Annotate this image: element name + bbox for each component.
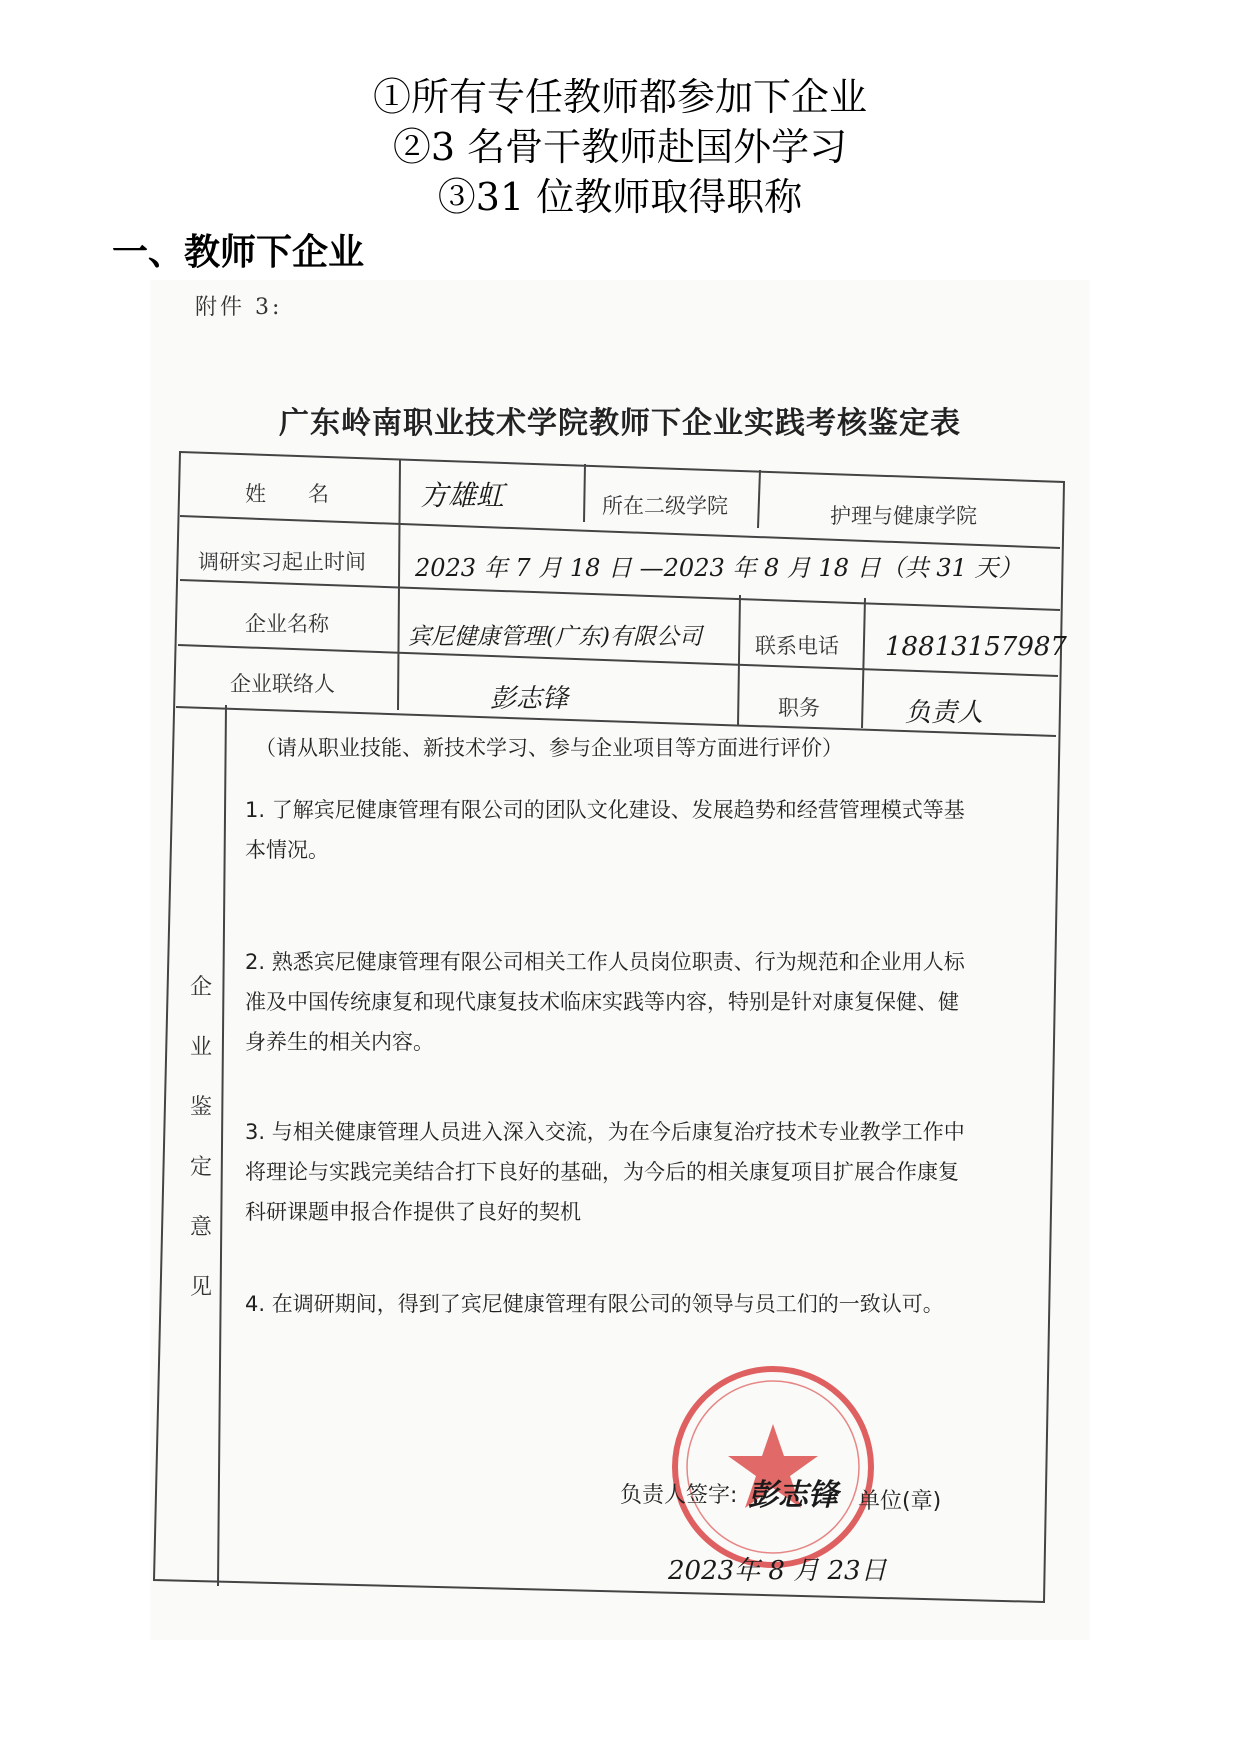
college-value: 护理与健康学院 [830,504,977,528]
company-seal [668,1362,878,1572]
company-value: 宾尼健康管理(广东)有限公司 [408,624,702,650]
opinion-label-char: 鉴 [189,1095,212,1120]
table-col-line [218,705,226,1586]
phone-value: 18813157987 [885,632,1067,662]
opinion-label-char: 意 [189,1215,212,1240]
headline-1: ①所有专任教师都参加下企业 [372,75,867,119]
sign-label: 负责人签字: [620,1483,738,1508]
name-value: 方雄虹 [420,479,505,512]
table-col-line [738,595,740,726]
sign-date: 2023年 8 月 23日 [668,1556,887,1586]
form-title: 广东岭南职业技术学院教师下企业实践考核鉴定表 [279,406,961,441]
attachment-label: 附件 3: [195,295,283,320]
opinion-label-char: 业 [189,1035,212,1060]
contact-value: 彭志锋 [490,684,569,714]
section-heading: 一、教师下企业 [112,232,365,273]
opinion-label-char: 见 [189,1275,212,1300]
sign-value: 彭志锋 [748,1478,838,1513]
table-col-line [758,470,760,528]
period-label: 调研实习起止时间 [198,550,366,574]
opinion-label-char: 定 [189,1155,212,1180]
table-row-line [180,580,1060,610]
unit-seal-label: 单位(章) [858,1489,942,1514]
opinion-item-2: 2. 熟悉宾尼健康管理有限公司相关工作人员岗位职责、行为规范和企业用人标准及中国传统康复和现代康复技术临床实践等内容，特别是针对康复保健、健身养生的相关内容。 [245,950,965,1054]
name-label: 姓 名 [245,482,329,506]
position-value: 负责人 [905,698,984,728]
phone-label: 联系电话 [755,634,839,658]
headline-2: ②3 名骨干教师赴国外学习 [392,125,848,169]
period-value: 2023 年 7 月 18 日 —2023 年 8 月 18 日（共 31 天） [415,554,1023,582]
table-col-line [398,460,400,710]
position-label: 职务 [778,696,820,720]
opinion-item-4: 4. 在调研期间，得到了宾尼健康管理有限公司的领导与员工们的一致认可。 [245,1292,944,1316]
table-col-line [862,598,865,728]
opinion-item-1: 1. 了解宾尼健康管理有限公司的团队文化建设、发展趋势和经营管理模式等基本情况。 [245,798,965,862]
company-label: 企业名称 [245,612,329,636]
opinion-item-3: 3. 与相关健康管理人员进入深入交流，为在今后康复治疗技术专业教学工作中将理论与实践完美结合打下良好的基础，为今后的相关康复项目扩展合作康复科研课题申报合作提供了良好的契机 [245,1120,965,1224]
opinion-label-char: 企 [189,975,212,1000]
headline-3: ③31 位教师取得职称 [437,175,803,219]
table-col-line [584,464,585,522]
contact-label: 企业联络人 [230,672,335,696]
opinion-instruction: （请从职业技能、新技术学习、参与企业项目等方面进行评价） [255,736,843,760]
college-label: 所在二级学院 [602,494,728,518]
